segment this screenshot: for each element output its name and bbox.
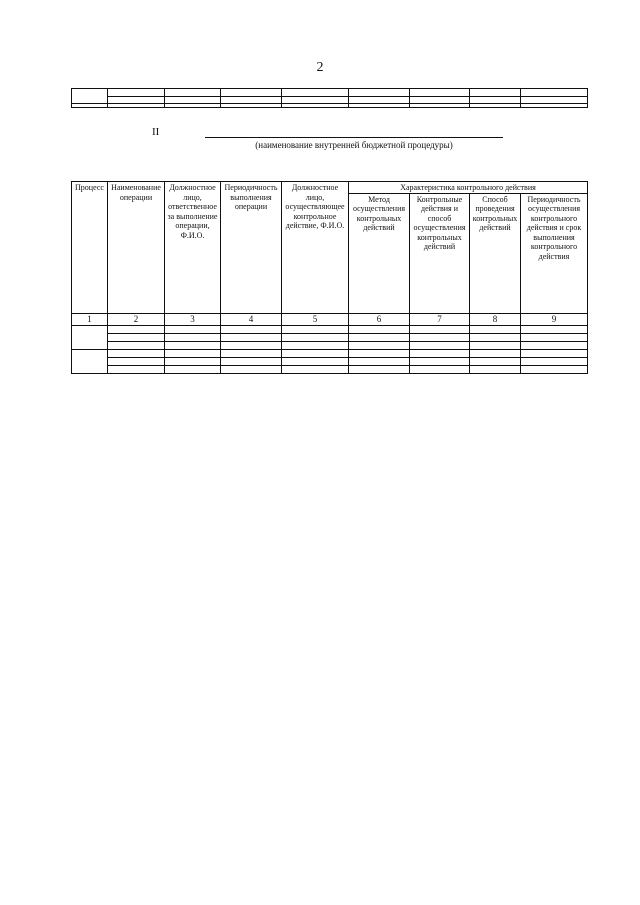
table-cell bbox=[521, 325, 588, 333]
table-cell bbox=[165, 365, 221, 373]
table-cell bbox=[108, 357, 165, 365]
table-cell bbox=[349, 349, 410, 357]
continuation-table bbox=[71, 88, 588, 108]
header-control-frequency: Периодичность осуществления контрольного действия и срок выполнения контрольного действия bbox=[521, 193, 588, 313]
table-cell bbox=[349, 341, 410, 349]
column-number: 2 bbox=[108, 313, 165, 325]
table-cell bbox=[108, 341, 165, 349]
header-control-actions: Контрольные действия и способ осуществления контрольных действий bbox=[410, 193, 470, 313]
table-cell bbox=[221, 333, 282, 341]
column-number: 5 bbox=[282, 313, 349, 325]
table-cell bbox=[72, 325, 108, 349]
table-cell bbox=[470, 365, 521, 373]
table-cell bbox=[221, 89, 282, 97]
section-number: II bbox=[152, 126, 160, 138]
table-cell bbox=[470, 341, 521, 349]
table-cell bbox=[108, 325, 165, 333]
column-number: 3 bbox=[165, 313, 221, 325]
header-control-method: Метод осуществления контрольных действий bbox=[349, 193, 410, 313]
table-cell bbox=[282, 97, 349, 104]
table-cell bbox=[410, 104, 470, 108]
table-cell bbox=[282, 341, 349, 349]
table-cell bbox=[221, 357, 282, 365]
table-cell bbox=[521, 365, 588, 373]
header-characteristic-group: Характеристика контрольного действия bbox=[349, 182, 588, 194]
header-control-person: Должностное лицо, осуществляющее контрольное действие, Ф.И.О. bbox=[282, 182, 349, 314]
table-cell bbox=[108, 333, 165, 341]
table-cell bbox=[72, 349, 108, 373]
table-cell bbox=[521, 357, 588, 365]
table-cell bbox=[410, 325, 470, 333]
table-cell bbox=[470, 97, 521, 104]
column-number: 6 bbox=[349, 313, 410, 325]
table-cell bbox=[282, 357, 349, 365]
section-caption: (наименование внутренней бюджетной процедуры) bbox=[255, 140, 453, 150]
table-cell bbox=[282, 104, 349, 108]
table-cell bbox=[470, 349, 521, 357]
procedure-table bbox=[71, 181, 588, 374]
table-cell bbox=[410, 333, 470, 341]
table-cell bbox=[470, 325, 521, 333]
table-cell bbox=[108, 89, 165, 97]
header-process: Процесс bbox=[72, 182, 108, 314]
section-underline bbox=[205, 137, 503, 138]
table-cell bbox=[221, 104, 282, 108]
table-cell bbox=[521, 104, 588, 108]
table-cell bbox=[349, 97, 410, 104]
table-cell bbox=[470, 104, 521, 108]
table-cell bbox=[165, 333, 221, 341]
table-cell bbox=[108, 104, 165, 108]
table-cell bbox=[282, 349, 349, 357]
column-number: 4 bbox=[221, 313, 282, 325]
table-cell bbox=[165, 97, 221, 104]
table-cell bbox=[521, 89, 588, 97]
table-cell bbox=[108, 365, 165, 373]
table-cell bbox=[165, 89, 221, 97]
table-cell bbox=[221, 97, 282, 104]
table-cell bbox=[410, 349, 470, 357]
table-cell bbox=[349, 89, 410, 97]
table-cell bbox=[410, 97, 470, 104]
table-cell bbox=[349, 104, 410, 108]
column-number: 7 bbox=[410, 313, 470, 325]
table-cell bbox=[72, 89, 108, 104]
column-number: 9 bbox=[521, 313, 588, 325]
table-cell bbox=[410, 357, 470, 365]
table-cell bbox=[521, 349, 588, 357]
table-cell bbox=[470, 333, 521, 341]
table-cell bbox=[221, 341, 282, 349]
table-cell bbox=[521, 333, 588, 341]
table-cell bbox=[349, 357, 410, 365]
table-cell bbox=[282, 89, 349, 97]
table-cell bbox=[221, 349, 282, 357]
table-cell bbox=[165, 341, 221, 349]
table-cell bbox=[410, 365, 470, 373]
table-cell bbox=[72, 104, 108, 108]
table-cell bbox=[221, 365, 282, 373]
table-cell bbox=[410, 341, 470, 349]
table-cell bbox=[470, 357, 521, 365]
table-cell bbox=[165, 104, 221, 108]
table-cell bbox=[108, 97, 165, 104]
table-cell bbox=[282, 333, 349, 341]
table-cell bbox=[349, 333, 410, 341]
page-number: 2 bbox=[316, 60, 324, 75]
table-cell bbox=[282, 325, 349, 333]
table-cell bbox=[165, 325, 221, 333]
table-cell bbox=[521, 97, 588, 104]
column-number: 1 bbox=[72, 313, 108, 325]
table-cell bbox=[221, 325, 282, 333]
table-cell bbox=[165, 349, 221, 357]
table-cell bbox=[349, 365, 410, 373]
table-cell bbox=[108, 349, 165, 357]
table-cell bbox=[165, 357, 221, 365]
table-cell bbox=[282, 365, 349, 373]
header-control-way: Способ проведения контрольных действий bbox=[470, 193, 521, 313]
table-cell bbox=[521, 341, 588, 349]
header-responsible-person: Должностное лицо, ответственное за выполнение операции, Ф.И.О. bbox=[165, 182, 221, 314]
table-cell bbox=[470, 89, 521, 97]
header-frequency: Периодичность выполнения операции bbox=[221, 182, 282, 314]
header-operation-name: Наименование операции bbox=[108, 182, 165, 314]
column-number: 8 bbox=[470, 313, 521, 325]
table-cell bbox=[410, 89, 470, 97]
table-cell bbox=[349, 325, 410, 333]
